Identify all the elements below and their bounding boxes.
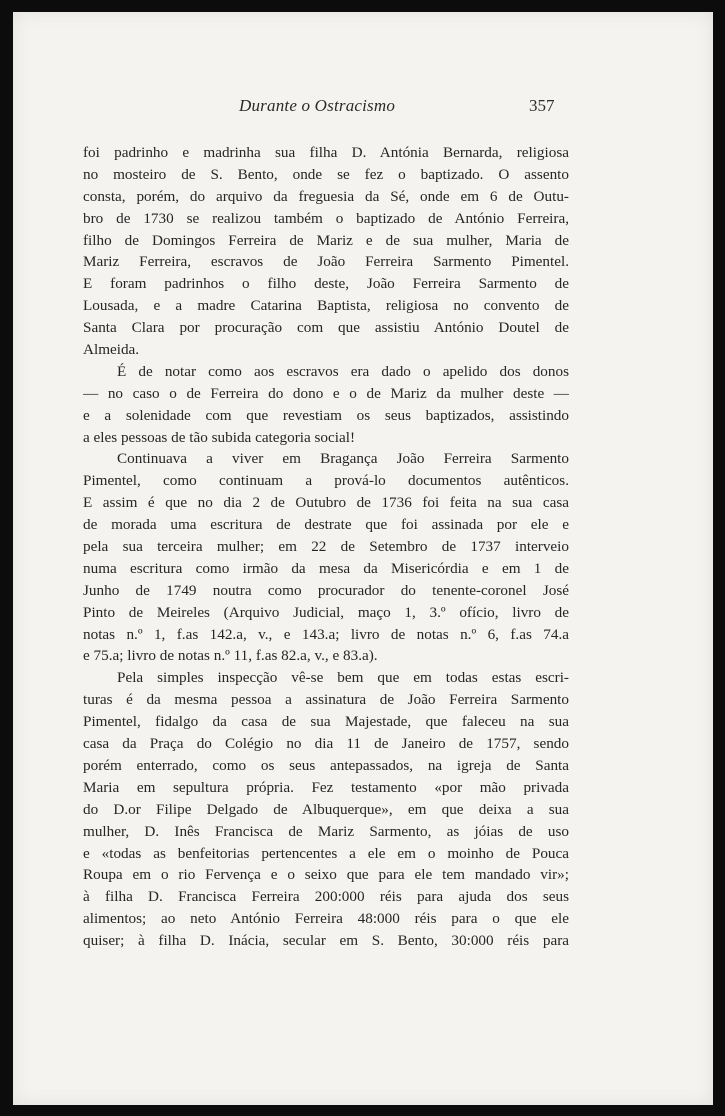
text-line: no mosteiro de S. Bento, onde se fez o baptizado. O assento bbox=[83, 165, 569, 183]
text-line: e «todas as benfeitorias pertencentes a ele em o moinho de Pouca bbox=[83, 844, 569, 862]
text-line: e a solenidade com que revestiam os seus baptizados, assistindo bbox=[83, 406, 569, 424]
text-line: Santa Clara por procuração com que assistiu António Doutel de bbox=[83, 319, 569, 337]
text-line: É de notar como aos escravos era dado o apelido dos donos bbox=[117, 362, 569, 380]
page-number: 357 bbox=[529, 96, 555, 115]
text-line: E foram padrinhos o filho deste, João Ferreira Sarmento de bbox=[83, 275, 569, 293]
text-line: de morada uma escritura de destrate que foi assinada por ele e bbox=[83, 516, 569, 534]
text-line: alimentos; ao neto António Ferreira 48:000 réis para o que ele bbox=[83, 910, 569, 928]
text-line: Almeida. bbox=[83, 341, 140, 359]
text-line: Junho de 1749 noutra como procurador do tenente-coronel José bbox=[83, 581, 569, 599]
body-text bbox=[83, 142, 569, 952]
book-page bbox=[13, 12, 713, 1105]
text-line: Pimentel, como continuam a prová-lo documentos autênticos. bbox=[83, 472, 569, 490]
text-line: notas n.º 1, f.as 142.a, v., e 143.a; livro de notas n.º 6, f.as 74.a bbox=[83, 625, 569, 643]
page-header bbox=[13, 92, 713, 122]
text-line: turas é da mesma pessoa a assinatura de João Ferreira Sarmento bbox=[83, 691, 569, 709]
text-line: Maria em sepultura própria. Fez testamento «por mão privada bbox=[83, 778, 569, 796]
text-line: pela sua terceira mulher; em 22 de Setembro de 1737 interveio bbox=[83, 538, 569, 556]
text-line: — no caso o de Ferreira do dono e o de Mariz da mulher deste — bbox=[83, 384, 569, 402]
text-line: à filha D. Francisca Ferreira 200:000 réis para ajuda dos seus bbox=[83, 888, 569, 906]
text-line: Pela simples inspecção vê-se bem que em todas estas escri- bbox=[117, 669, 569, 687]
text-line: consta, porém, do arquivo da freguesia da Sé, onde em 6 de Outu- bbox=[83, 187, 569, 205]
running-title: Durante o Ostracismo bbox=[239, 96, 396, 115]
text-line: bro de 1730 se realizou também o baptizado de António Ferreira, bbox=[83, 209, 569, 227]
text-line: numa escritura como irmão da mesa da Misericórdia e em 1 de bbox=[83, 559, 569, 577]
text-line: quiser; à filha D. Inácia, secular em S. Bento, 30:000 réis para bbox=[83, 932, 569, 950]
text-line: Roupa em o rio Fervença e o seixo que para ele tem mandado vir»; bbox=[83, 866, 569, 884]
text-line: mulher, D. Inês Francisca de Mariz Sarmento, as jóias de uso bbox=[83, 822, 569, 840]
text-line: porém enterrado, como os seus antepassados, na igreja de Santa bbox=[83, 756, 569, 774]
text-line: Continuava a viver em Bragança João Ferreira Sarmento bbox=[117, 450, 569, 468]
text-line: E assim é que no dia 2 de Outubro de 1736 foi feita na sua casa bbox=[83, 494, 569, 512]
text-line: Pinto de Meireles (Arquivo Judicial, maço 1, 3.º ofício, livro de bbox=[83, 603, 569, 621]
text-line: Mariz Ferreira, escravos de João Ferreira Sarmento Pimentel. bbox=[83, 253, 569, 271]
text-line: e 75.a; livro de notas n.º 11, f.as 82.a, v., e 83.a). bbox=[83, 647, 378, 665]
text-line: do D.or Filipe Delgado de Albuquerque», em que deixa a sua bbox=[83, 800, 569, 818]
text-line: casa da Praça do Colégio no dia 11 de Janeiro de 1757, sendo bbox=[83, 735, 569, 753]
text-line: filho de Domingos Ferreira de Mariz e de sua mulher, Maria de bbox=[83, 231, 569, 249]
text-line: Pimentel, fidalgo da casa de sua Majestade, que faleceu na sua bbox=[83, 713, 569, 731]
text-line: Lousada, e a madre Catarina Baptista, religiosa no convento de bbox=[83, 297, 569, 315]
text-line: foi padrinho e madrinha sua filha D. Antónia Bernarda, religiosa bbox=[83, 144, 569, 161]
text-line: a eles pessoas de tão subida categoria social! bbox=[83, 428, 356, 446]
